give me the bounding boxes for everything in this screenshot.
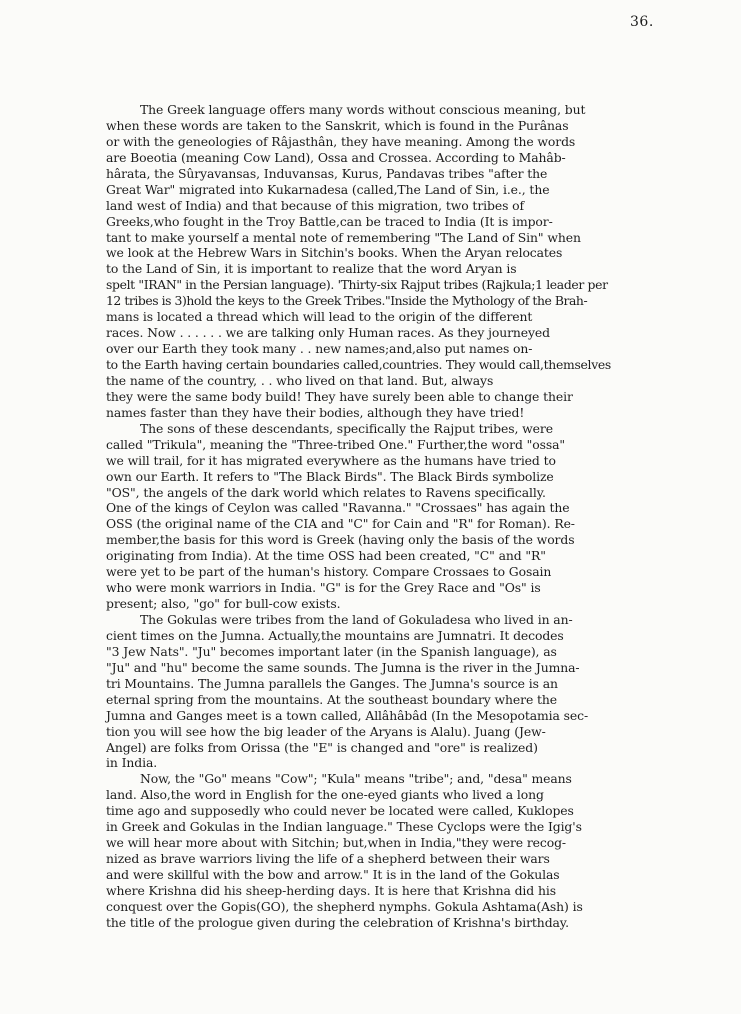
- text-line: tion you will see how the big leader of the Aryans is Alalu). Juang (Jew-: [106, 723, 546, 739]
- text-line: Now, the "Go" means "Cow"; "Kula" means "tribe"; and, "desa" means: [140, 771, 572, 787]
- text-line: cient times on the Jumna. Actually,the mountains are Jumnatri. It decodes: [106, 627, 564, 643]
- text-line: present; also, "go" for bull-cow exists.: [106, 596, 341, 612]
- text-line: we look at the Hebrew Wars in Sitchin's books. When the Aryan relocates: [106, 245, 563, 261]
- text-line: the name of the country, . . who lived on that land. But, always: [106, 372, 494, 388]
- text-line: land. Also,the word in English for the one-eyed giants who lived a long: [106, 787, 544, 803]
- text-line: or with the geneologies of Râjasthân, they have meaning. Among the words: [106, 133, 576, 149]
- text-line: hârata, the Sûryavansas, Induvansas, Kurus, Pandavas tribes "after the: [106, 165, 548, 181]
- text-line: mans is located a thread which will lead to the origin of the different: [106, 309, 533, 325]
- text-line: Jumna and Ganges meet is a town called, Allâhâbâd (In the Mesopotamia sec-: [106, 707, 589, 723]
- text-line: member,the basis for this word is Greek (having only the basis of the words: [106, 532, 575, 548]
- text-line: "Ju" and "hu" become the same sounds. The Jumna is the river in the Jumna-: [106, 659, 580, 675]
- text-line: where Krishna did his sheep-herding days. It is here that Krishna did his: [106, 882, 556, 898]
- text-line: were yet to be part of the human's history. Compare Crossaes to Gosain: [106, 564, 552, 580]
- text-line: tri Mountains. The Jumna parallels the Ganges. The Jumna's source is an: [106, 675, 558, 691]
- text-line: names faster than they have their bodies, although they have tried!: [106, 404, 525, 420]
- text-line: spelt "IRAN" in the Persian language). 'Thirty-six Rajput tribes (Rajkula;1 leader per: [106, 277, 608, 293]
- text-line: in Greek and Gokulas in the Indian language." These Cyclops were the Igig's: [106, 819, 582, 835]
- text-line: over our Earth they took many . . new names;and,also put names on-: [106, 341, 533, 357]
- text-line: conquest over the Gopis(GO), the shepherd nymphs. Gokula Ashtama(Ash) is: [106, 898, 583, 914]
- text-line: originating from India). At the time OSS had been created, "C" and "R": [106, 548, 546, 564]
- text-line: the title of the prologue given during the celebration of Krishna's birthday.: [106, 914, 569, 930]
- text-line: Great War" migrated into Kukarnadesa (called,The Land of Sin, i.e., the: [106, 181, 550, 197]
- text-line: time ago and supposedly who could never be located were called, Kuklopes: [106, 803, 574, 819]
- text-line: OSS (the original name of the CIA and "C" for Cain and "R" for Roman). Re-: [106, 516, 575, 532]
- text-line: we will trail, for it has migrated everywhere as the humans have tried to: [106, 452, 556, 468]
- text-line: Greeks,who fought in the Troy Battle,can be traced to India (It is impor-: [106, 213, 553, 229]
- text-line: land west of India) and that because of this migration, two tribes of: [106, 197, 525, 213]
- text-line: races. Now . . . . . . we are talking only Human races. As they journeyed: [106, 325, 550, 341]
- text-line: "3 Jew Nats". "Ju" becomes important later (in the Spanish language), as: [106, 643, 557, 659]
- text-line: in India.: [106, 755, 158, 771]
- text-line: and were skillful with the bow and arrow." It is in the land of the Gokulas: [106, 867, 560, 882]
- text-line: 12 tribes is 3)hold the keys to the Greek Tribes."Inside the Mythology of the Brah-: [106, 293, 588, 309]
- text-line: tant to make yourself a mental note of remembering "The Land of Sin" when: [106, 229, 581, 245]
- text-line: own our Earth. It refers to "The Black Birds". The Black Birds symbolize: [106, 468, 554, 484]
- text-line: are Boeotia (meaning Cow Land), Ossa and Crossea. According to Mahâb-: [106, 149, 566, 165]
- text-line: The Greek language offers many words without conscious meaning, but: [140, 102, 586, 117]
- text-line: when these words are taken to the Sanskrit, which is found in the Purânas: [106, 117, 569, 133]
- text-line: Angel) are folks from Orissa (the "E" is changed and "ore" is realized): [106, 739, 538, 755]
- text-line: nized as brave warriors living the life of a shepherd between their wars: [106, 851, 550, 867]
- text-line: eternal spring from the mountains. At the southeast boundary where the: [106, 691, 558, 707]
- text-line: "OS", the angels of the dark world which relates to Ravens specifically.: [106, 484, 546, 500]
- text-line: they were the same body build! They have surely been able to change their: [106, 388, 573, 404]
- page-number: 36.: [630, 14, 654, 30]
- text-line: to the Land of Sin, it is important to realize that the word Aryan is: [106, 261, 517, 277]
- text-line: who were monk warriors in India. "G" is for the Grey Race and "Os" is: [106, 580, 541, 596]
- text-line: we will hear more about with Sitchin; but,when in India,"they were recog-: [106, 835, 567, 851]
- text-line: to the Earth having certain boundaries called,countries. They would call,themselves: [106, 357, 611, 372]
- text-line: called "Trikula", meaning the "Three-tribed One." Further,the word "ossa": [106, 436, 566, 452]
- text-line: One of the kings of Ceylon was called "Ravanna." "Crossaes" has again the: [106, 500, 570, 516]
- text-line: The sons of these descendants, specifically the Rajput tribes, were: [140, 420, 553, 436]
- text-line: The Gokulas were tribes from the land of Gokuladesa who lived in an-: [140, 612, 573, 627]
- document-body: [106, 102, 736, 931]
